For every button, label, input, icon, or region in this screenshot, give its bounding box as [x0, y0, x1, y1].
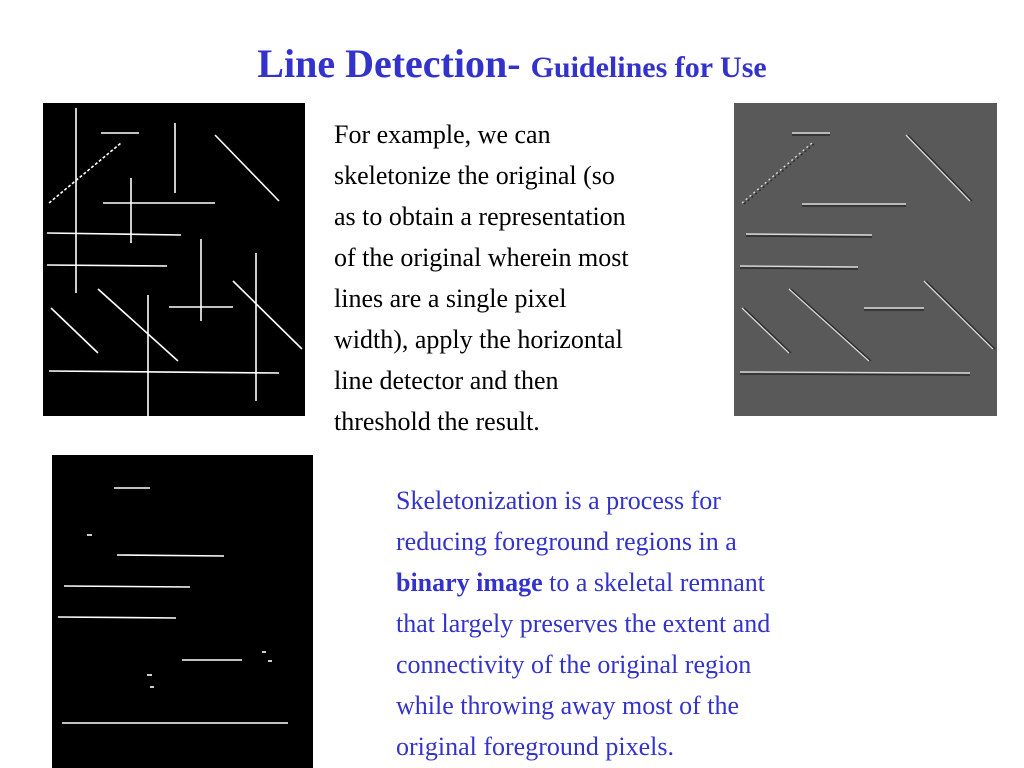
- paragraph2-line: Skeletonization is a process for: [396, 486, 721, 515]
- paragraph1-line: as to obtain a representation: [334, 202, 626, 231]
- paragraph1-line: skeletonize the original (so: [334, 161, 615, 190]
- paragraph2-line: that largely preserves the extent and: [396, 609, 771, 638]
- slide-title: [0, 40, 1024, 87]
- paragraph1-line: For example, we can: [334, 120, 551, 149]
- paragraph2-line: while throwing away most of the: [396, 691, 739, 720]
- paragraph1-line: lines are a single pixel: [334, 284, 567, 313]
- paragraph-skeletonize-explanation: [334, 114, 734, 442]
- paragraph2-line-rest: to a skeletal remnant: [542, 568, 765, 597]
- paragraph1-line: line detector and then: [334, 366, 559, 395]
- paragraph-skeletonization-definition: [396, 480, 906, 767]
- skeletonized-original-image: [43, 103, 305, 416]
- thresholded-result-image: [52, 455, 313, 768]
- binary-image-term: binary image: [396, 568, 543, 597]
- detector-response-graphic: [734, 103, 997, 416]
- horizontal-detector-response-image: [734, 103, 997, 416]
- paragraph1-line: threshold the result.: [334, 407, 540, 436]
- paragraph2-line: original foreground pixels.: [396, 732, 674, 761]
- title-sub: Guidelines for Use: [530, 51, 767, 84]
- title-main: Line Detection-: [257, 41, 521, 86]
- thresholded-result-graphic: [52, 455, 313, 768]
- skeletonized-original-graphic: [43, 103, 305, 416]
- paragraph1-line: of the original wherein most: [334, 243, 629, 272]
- paragraph2-line: connectivity of the original region: [396, 650, 752, 679]
- paragraph2-line: [396, 562, 906, 603]
- paragraph1-line: width), apply the horizontal: [334, 325, 623, 354]
- paragraph2-line: reducing foreground regions in a: [396, 527, 737, 556]
